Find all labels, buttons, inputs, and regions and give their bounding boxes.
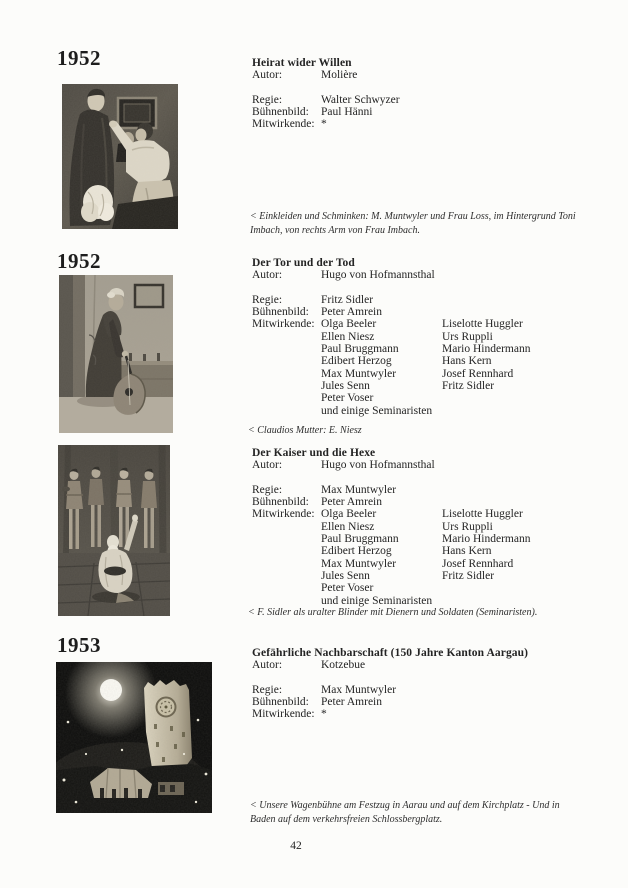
mitwirkende-value: * [321, 708, 327, 721]
cast-name: Hans Kern [442, 355, 492, 368]
regie-label: Regie: [252, 483, 283, 496]
photo-costume-and-makeup-scene [62, 84, 178, 229]
spacer [252, 672, 600, 684]
buehnenbild-label: Bühnenbild: [252, 696, 309, 709]
cast-name: Max Muntwyler [321, 557, 397, 570]
photo-caption: < Unsere Wagenbühne am Festzug in Aarau und auf dem Kirchplatz - Und in Baden auf dem verkehrsfreien Schlossbergplatz. [250, 800, 560, 825]
entry-der-tor-und-der-tod [252, 257, 600, 417]
cast-name: Ellen Niesz [321, 330, 375, 343]
author-label: Autor: [252, 269, 283, 282]
mitwirkende-label: Mitwirkende: [252, 118, 315, 131]
cast-name: Olga Beeler [321, 508, 377, 521]
mitwirkende-label: Mitwirkende: [252, 708, 315, 721]
label-spacer [252, 521, 321, 533]
cast-name: Paul Bruggmann [321, 343, 399, 356]
cast-name: Fritz Sidler [442, 569, 495, 582]
year-label-1952-a: 1952 [57, 46, 101, 70]
spacer [252, 82, 600, 94]
cast-name: Liselotte Huggler [442, 508, 523, 521]
spacer [252, 282, 600, 294]
photo-blind-man-with-soldiers-scene [58, 445, 170, 616]
regie-value: Walter Schwyzer [321, 93, 400, 106]
cast-name: Urs Ruppli [442, 330, 493, 343]
buehnenbild-label: Bühnenbild: [252, 306, 309, 319]
entry-gefaehrliche-nachbarschaft [252, 647, 600, 721]
cast-name: Olga Beeler [321, 318, 377, 331]
cast-name: Edibert Herzog [321, 355, 392, 368]
cast-name: Max Muntwyler [321, 367, 397, 380]
cast-name: Paul Bruggmann [321, 533, 399, 546]
cast-name: Mario Hindermann [442, 533, 531, 546]
entry-der-kaiser-und-die-hexe [252, 447, 600, 607]
cast-name: Jules Senn [321, 379, 370, 392]
buehnenbild-value: Peter Amrein [321, 496, 382, 509]
mitwirkende-value: * [321, 118, 327, 131]
cast-name: Liselotte Huggler [442, 318, 523, 331]
page-number: 42 [290, 840, 302, 852]
play-title: Der Tor und der Tod [252, 257, 355, 269]
label-spacer [252, 331, 321, 343]
author-label: Autor: [252, 659, 283, 672]
cast-name: Josef Rennhard [442, 367, 514, 380]
label-spacer [252, 570, 321, 582]
cast-name: Peter Voser [321, 392, 374, 405]
regie-label: Regie: [252, 93, 283, 106]
regie-label: Regie: [252, 683, 283, 696]
play-title: Gefährliche Nachbarschaft (150 Jahre Kanton Aargau) [252, 647, 529, 659]
label-spacer [252, 392, 321, 404]
mitwirkende-label: Mitwirkende: [252, 318, 315, 331]
author-value: Hugo von Hofmannsthal [321, 269, 435, 282]
year-label-1953: 1953 [57, 633, 101, 657]
buehnenbild-label: Bühnenbild: [252, 496, 309, 509]
label-spacer [252, 355, 321, 367]
cast-name: Urs Ruppli [442, 520, 493, 533]
cast-name: Edibert Herzog [321, 545, 392, 558]
author-label: Autor: [252, 459, 283, 472]
cast-name: Fritz Sidler [442, 379, 495, 392]
cast-name: Mario Hindermann [442, 343, 531, 356]
regie-value: Fritz Sidler [321, 293, 374, 306]
cast-name: Josef Rennhard [442, 557, 514, 570]
cast-name: Ellen Niesz [321, 520, 375, 533]
buehnenbild-label: Bühnenbild: [252, 106, 309, 119]
cast-name: und einige Seminaristen [321, 594, 433, 607]
label-spacer [252, 380, 321, 392]
label-spacer [252, 595, 321, 607]
mitwirkende-label: Mitwirkende: [252, 508, 315, 521]
buehnenbild-value: Peter Amrein [321, 696, 382, 709]
regie-value: Max Muntwyler [321, 483, 397, 496]
author-value: Molière [321, 69, 358, 82]
label-spacer [252, 405, 321, 417]
buehnenbild-value: Peter Amrein [321, 306, 382, 319]
author-value: Kotzebue [321, 659, 366, 672]
author-value: Hugo von Hofmannsthal [321, 459, 435, 472]
buehnenbild-value: Paul Hänni [321, 106, 373, 119]
play-title: Der Kaiser und die Hexe [252, 447, 376, 459]
photo-caption: < F. Sidler als uralter Blinder mit Dienern und Soldaten (Seminaristen). [248, 607, 538, 618]
cast-name: Jules Senn [321, 569, 370, 582]
author-label: Autor: [252, 69, 283, 82]
play-title: Heirat wider Willen [252, 57, 352, 69]
spacer [252, 472, 600, 484]
photo-caption: < Claudios Mutter: E. Niesz [248, 425, 362, 436]
label-spacer [252, 558, 321, 570]
photo-night-festival-tower-scene [56, 662, 212, 813]
label-spacer [252, 343, 321, 355]
cast-name: Hans Kern [442, 545, 492, 558]
entry-heirat-wider-willen [252, 57, 600, 131]
label-spacer [252, 582, 321, 594]
cast-name: Peter Voser [321, 582, 374, 595]
regie-label: Regie: [252, 293, 283, 306]
photo-woman-with-lute-scene [59, 275, 173, 433]
label-spacer [252, 545, 321, 557]
regie-value: Max Muntwyler [321, 683, 397, 696]
year-label-1952-b: 1952 [57, 249, 101, 273]
label-spacer [252, 368, 321, 380]
label-spacer [252, 533, 321, 545]
photo-caption: < Einkleiden und Schminken: M. Muntwyler und Frau Loss, im Hintergrund Toni Imbach, von rechts Arm von Frau Imbach. [250, 211, 576, 236]
cast-name: und einige Seminaristen [321, 404, 433, 417]
